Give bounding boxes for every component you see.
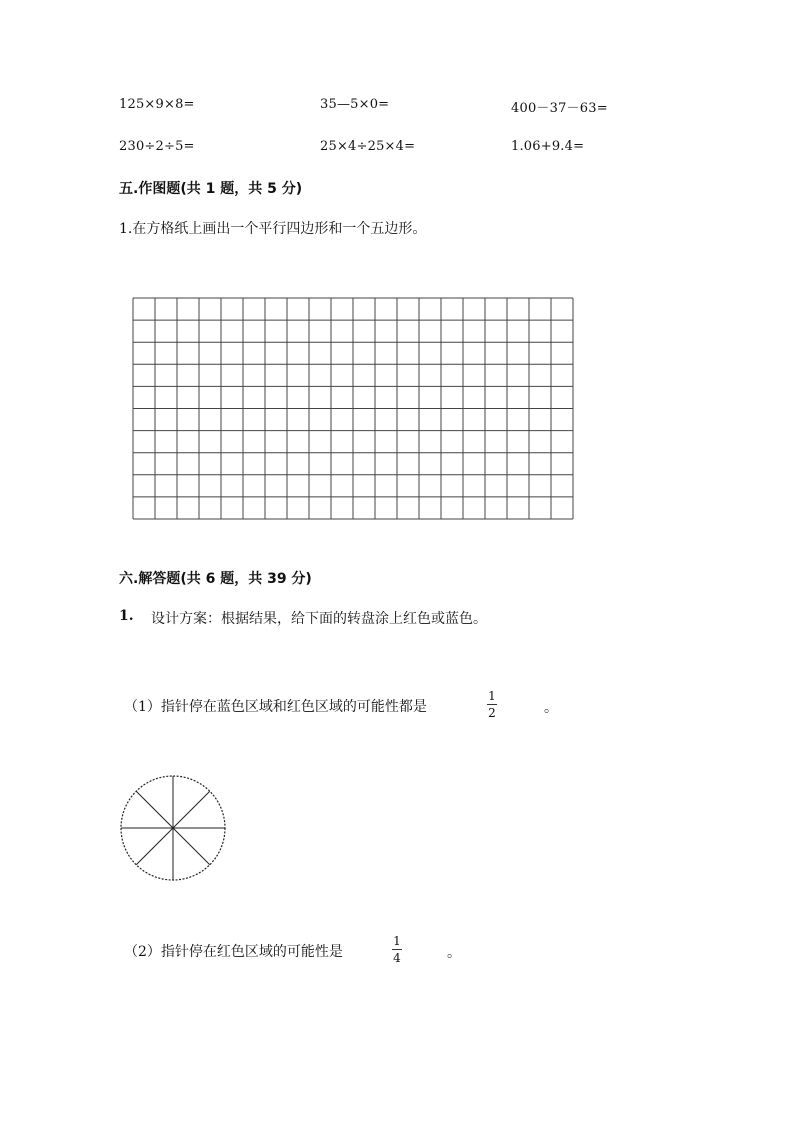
fraction-denominator: 2 — [488, 706, 496, 720]
fraction-denominator: 4 — [393, 951, 401, 965]
spinner[interactable] — [117, 772, 229, 884]
grid-paper[interactable] — [132, 297, 574, 520]
fraction-bar — [487, 704, 497, 705]
fraction-numerator: 1 — [393, 934, 401, 948]
part-1-text: （1）指针停在蓝色区域和红色区域的可能性都是 — [124, 699, 427, 715]
calc-5: 25×4÷25×4= — [320, 139, 416, 154]
fraction-bar — [392, 949, 402, 950]
spinner-divider — [136, 828, 173, 865]
section6-question-1-number: 1. — [119, 608, 134, 624]
fraction-one-half — [487, 689, 497, 720]
spinner-divider — [136, 791, 173, 828]
fraction-one-quarter — [392, 934, 402, 965]
spinner-divider — [173, 828, 210, 865]
spinner-divider — [173, 791, 210, 828]
section6-heading: 六.解答题(共 6 题，共 39 分) — [119, 571, 312, 587]
part-1-end: 。 — [544, 700, 558, 716]
part-2-end: 。 — [447, 945, 461, 961]
calc-6: 1.06+9.4= — [511, 139, 585, 154]
calc-1: 125×9×8= — [119, 97, 195, 112]
part-2-text: （2）指针停在红色区域的可能性是 — [124, 944, 343, 960]
fraction-numerator: 1 — [488, 689, 496, 703]
section5-question-1: 1.在方格纸上画出一个平行四边形和一个五边形。 — [119, 221, 427, 237]
section6-question-1-text: 设计方案：根据结果，给下面的转盘涂上红色或蓝色。 — [151, 611, 487, 627]
calc-2: 35—5×0= — [320, 97, 390, 112]
calc-3: 400－37－63= — [511, 101, 608, 116]
calc-4: 230÷2÷5= — [119, 139, 195, 154]
section5-heading: 五.作图题(共 1 题，共 5 分) — [119, 181, 303, 197]
